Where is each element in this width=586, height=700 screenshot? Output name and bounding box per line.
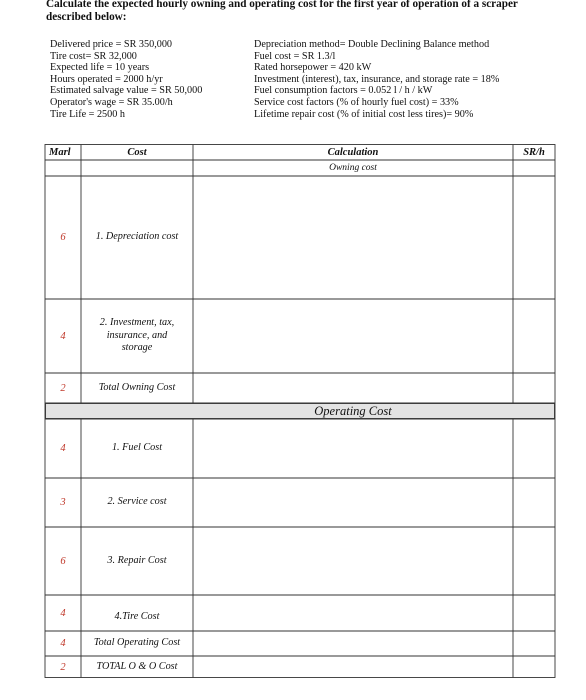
row-mark: 2 (60, 661, 66, 673)
question-title: Calculate the expected hourly owning and operating cost for the first year of operation of a scraper described below: (46, 0, 518, 23)
given-item: Tire cost= SR 32,000 (50, 50, 137, 62)
row-mark: 2 (60, 382, 66, 394)
given-item: Depreciation method= Double Declining Balance method (254, 39, 490, 50)
row-total-operating-cost: Total Operating Cost (93, 637, 181, 649)
row-mark: 6 (60, 555, 66, 567)
given-item: Tire Life = 2500 h (50, 108, 125, 120)
row-fuel-cost: 1. Fuel Cost (111, 442, 163, 454)
given-item: Fuel consumption factors = 0.052 l / h / kW (254, 85, 433, 97)
row-mark: 4 (60, 638, 66, 649)
operating-cost-label: Operating Cost (314, 403, 392, 418)
row-service-cost: 2. Service cost (107, 496, 167, 508)
given-item: Investment (interest), tax, insurance, and storage rate = 18% (254, 73, 500, 85)
row-total-owning-cost: Total Owning Cost (98, 381, 176, 393)
given-item: Estimated salvage value = SR 50,000 (50, 85, 203, 97)
row-mark: 3 (60, 497, 66, 508)
given-item: Fuel cost = SR 1.3/l (254, 50, 336, 62)
row-tire-cost: 4.Tire Cost (114, 610, 160, 622)
header-cost: Cost (127, 147, 147, 158)
given-item: Hours operated = 2000 h/yr (50, 73, 163, 85)
given-item: Operator's wage = SR 35.00/h (50, 96, 173, 108)
row-depreciation-cost: 1. Depreciation cost (95, 231, 179, 243)
header-calculation: Calculation (327, 147, 379, 158)
row-mark: 4 (60, 443, 66, 454)
given-item: Expected life = 10 years (50, 62, 150, 74)
given-item: Lifetime repair cost (% of initial cost less tires)= 90% (254, 108, 474, 120)
given-item: Rated horsepower = 420 kW (254, 62, 372, 74)
row-investment-cost: 2. Investment, tax, insurance, and storage (99, 317, 175, 354)
header-rate: SR/h (523, 147, 545, 158)
row-mark: 4 (60, 330, 66, 342)
header-mark: Marl (49, 147, 71, 158)
given-item: Service cost factors (% of hourly fuel cost) = 33% (254, 96, 459, 108)
owning-cost-label: Owning cost (329, 163, 377, 173)
row-repair-cost: 3. Repair Cost (107, 554, 167, 566)
row-mark: 6 (60, 232, 66, 243)
given-item: Delivered price = SR 350,000 (50, 39, 173, 50)
row-mark: 4 (60, 607, 66, 619)
row-total-oo-cost: TOTAL O & O Cost (96, 660, 178, 672)
